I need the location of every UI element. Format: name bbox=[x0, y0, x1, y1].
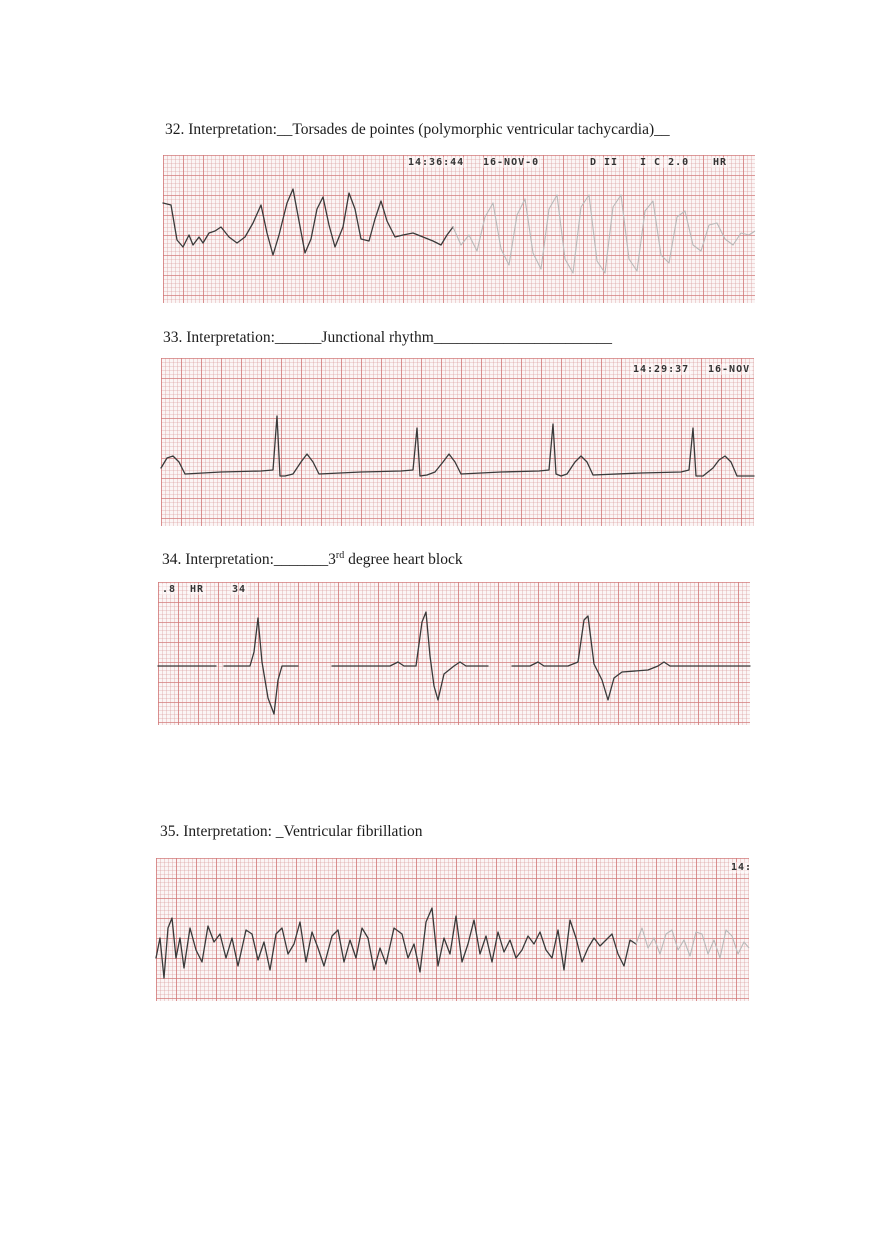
strip-34-hr-value: 34 bbox=[232, 584, 247, 595]
question-35-caption: 35. Interpretation: _Ventricular fibrillation bbox=[160, 823, 423, 840]
strip-32-hr: HR bbox=[713, 157, 728, 168]
strip-35-time: 14: bbox=[731, 862, 753, 873]
ecg-trace-34 bbox=[158, 582, 750, 725]
ecg-strip-34 bbox=[158, 582, 750, 725]
ecg-trace-32 bbox=[163, 155, 755, 303]
strip-34-hr: HR bbox=[190, 584, 205, 595]
question-33-caption: 33. Interpretation:______Junctional rhythm_______________________ bbox=[163, 329, 613, 346]
ecg-trace-33 bbox=[161, 358, 754, 526]
strip-32-date: 16-NOV-0 bbox=[483, 157, 540, 168]
question-34-caption-prefix: 34. Interpretation:_______3 bbox=[162, 551, 336, 569]
strip-32-gain: I C 2.0 bbox=[640, 157, 690, 168]
strip-33-date: 16-NOV bbox=[708, 364, 751, 375]
ecg-strip-35 bbox=[156, 858, 753, 1001]
strip-34-left-value: .8 bbox=[162, 584, 177, 595]
ecg-strip-33 bbox=[161, 358, 754, 526]
strip-32-lead: D II bbox=[590, 157, 619, 168]
strip-32-time: 14:36:44 bbox=[408, 157, 465, 168]
question-32-caption: 32. Interpretation:__Torsades de pointes (polymorphic ventricular tachycardia)__ bbox=[165, 121, 670, 138]
ecg-strip-32 bbox=[163, 155, 755, 303]
strip-33-time: 14:29:37 bbox=[633, 364, 690, 375]
question-34-caption-suffix: degree heart block bbox=[344, 551, 463, 569]
ecg-trace-35 bbox=[156, 858, 749, 1001]
question-34-caption bbox=[162, 547, 463, 569]
question-34-caption-sup: rd bbox=[335, 550, 345, 561]
